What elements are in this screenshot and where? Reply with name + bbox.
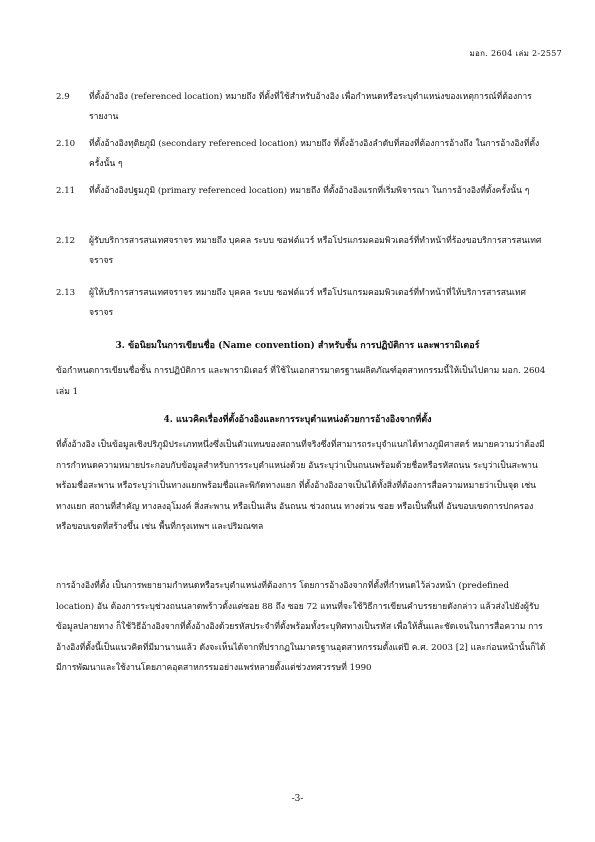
definition-number: 2.13 — [56, 288, 76, 298]
section-4-paragraph-1: ที่ตั้งอ้างอิง เป็นข้อมูลเชิงปริภูมิประเภทหนึ่งซึ่งเป็นตัวแทนของสถานที่จริงซึ่งที่สามารถระบุจำแนกได้ทางภูมิศาสตร์ หมายความว่าต้องมีการกำหนดความหมายประกอบกับข้อมูลสำหรับการระบุตำแหน่งด้วย อันระบุว่าเป็นถนนพร้อมด้วยชื่อหรือรหัสถนน ระบุว่าเป็นสะพานพร้อมชื่อสะพาน หรือระบุว่าเป็นทางแยกพร้อมชื่อและพิกัดทางแยก ที่ตั้งอ้างอิงอาจเป็นได้ทั้งสิ่งที่ต้องการสื่อความหมายว่าเป็นจุด เช่น ทางแยก สถานที่สำคัญ ทางลงอุโมงค์ สิ่งสะพาน หรือเป็นเส้น อันถนน ช่วงถนน ทางด่วน ซอย หรือเป็นพื้นที่ อันขอบเขตการปกครอง หรือขอบเขตที่สร้างขึ้น เช่น พื้นที่กรุงเทพฯ และปริมณฑล — [56, 440, 545, 532]
definition-2-10 — [56, 134, 546, 174]
definition-2-11 — [56, 181, 546, 201]
definition-2-13 — [56, 283, 546, 323]
definition-number: 2.9 — [56, 92, 70, 102]
definition-text: ที่ตั้งอ้างอิงปฐมภูมิ (primary referenced location) หมายถึง ที่ตั้งอ้างอิงแรกที่เริ่มพิจารณา ในการอ้างอิงที่ตั้งครั้งนั้น ๆ — [89, 186, 530, 196]
definition-text: ผู้ให้บริการสารสนเทศจราจร หมายถึง บุคคล ระบบ ซอฟต์แวร์ หรือโปรแกรมคอมพิวเตอร์ที่ทำหน้าที่ให้บริการสารสนเทศจราจร — [89, 288, 526, 318]
definition-text: ที่ตั้งอ้างอิงทุติยภูมิ (secondary referenced location) หมายถึง ที่ตั้งอ้างอิงลำดับที่สองที่ต้องการอ้างถึง ในการอ้างอิงที่ตั้งครั้งนั้น ๆ — [89, 139, 540, 169]
definition-2-9 — [56, 87, 546, 127]
definition-text: ที่ตั้งอ้างอิง (referenced location) หมายถึง ที่ตั้งที่ใช้สำหรับอ้างอิง เพื่อกำหนดหรือระบุตำแหน่งของเหตุการณ์ที่ต้องการรายงาน — [89, 92, 532, 122]
definition-text: ผู้รับบริการสารสนเทศจราจร หมายถึง บุคคล ระบบ ซอฟต์แวร์ หรือโปรแกรมคอมพิวเตอร์ที่ทำหน้าที่ร้องขอบริการสารสนเทศจราจร — [89, 236, 542, 266]
section-4-paragraph-2: การอ้างอิงที่ตั้ง เป็นการพยายามกำหนดหรือระบุตำแหน่งที่ต้องการ โดยการอ้างอิงจากที่ตั้งที่กำหนดไว้ล่วงหน้า (predefined location) อัน ต้องการระบุช่วงถนนลาดพร้าวตั้งแต่ซอย 88 ถึง ซอย 72 แทนที่จะใช้วิธีการเขียนคำบรรยายดังกล่าว แล้วส่งไปยังผู้รับข้อมูลปลายทาง ก็ใช้วิธีอ้างอิงจากที่ตั้งอ้างอิงด้วยรหัสประจำที่ตั้งพร้อมทั้งระบุทิศทางเป็นรหัส เพื่อให้สั้นและชัดเจนในการสื่อความ การอ้างอิงที่ตั้งนี้เป็นแนวคิดที่มีมานานแล้ว ดังจะเห็นได้จากที่ปรากฏในมาตรฐานอุตสาหกรรมตั้งแต่ปี ค.ศ. 2003 [2] และก่อนหน้านั้นก็ได้มีการพัฒนาและใช้งานโดยภาคอุตสาหกรรมอย่างแพร่หลายตั้งแต่ช่วงทศวรรษที่ 1990 — [56, 581, 546, 673]
page-number: -3- — [291, 794, 304, 804]
section-3-body: ข้อกำหนดการเขียนชื่อชั้น การปฏิบัติการ และพารามิเตอร์ ที่ใช้ในเอกสารมาตรฐานผลิตภัณฑ์อุตสาหกรรมนี้ให้เป็นไปตาม มอก. 2604 เล่ม 1 — [56, 366, 546, 397]
definition-2-12 — [56, 231, 546, 271]
document-id: มอก. 2604 เล่ม 2-2557 — [469, 49, 562, 58]
definition-number: 2.11 — [56, 186, 76, 196]
definition-number: 2.12 — [56, 236, 76, 246]
section-3-heading: 3. ข้อนิยมในการเขียนชื่อ (Name convention) สำหรับชั้น การปฏิบัติการ และพารามิเตอร์ — [115, 341, 480, 351]
definition-number: 2.10 — [56, 139, 76, 149]
section-4-heading: 4. แนวคิดเรื่องที่ตั้งอ้างอิงและการระบุตำแหน่งด้วยการอ้างอิงจากที่ตั้ง — [163, 415, 432, 425]
